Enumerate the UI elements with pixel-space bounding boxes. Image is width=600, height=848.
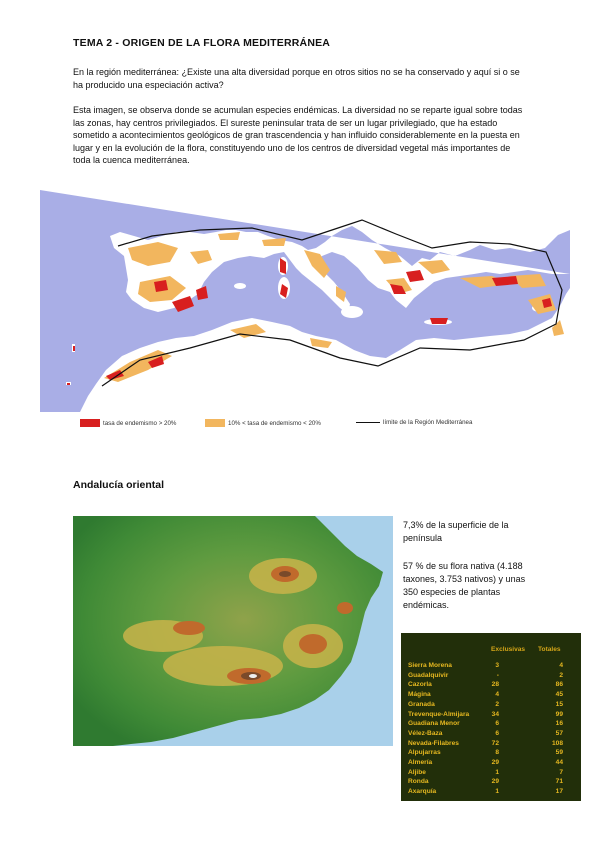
region-name: Vélez-Baza <box>408 729 443 737</box>
table-row <box>408 662 576 671</box>
exclusive-count: 72 <box>491 739 499 747</box>
exclusive-count: 29 <box>491 759 499 766</box>
exclusive-count: - <box>496 671 499 679</box>
legend-high <box>80 419 176 427</box>
total-count: 4 <box>559 662 563 669</box>
total-count: 59 <box>555 749 563 757</box>
andalucia-relief-map <box>73 516 393 746</box>
exclusive-count: 6 <box>495 720 499 728</box>
snow-peak <box>249 674 257 678</box>
table-row <box>408 749 576 758</box>
mediterranean-endemism-map <box>40 190 570 412</box>
region-name: Cazorla <box>408 681 432 689</box>
total-count: 71 <box>555 778 563 786</box>
exclusive-count: 34 <box>491 710 499 718</box>
table-row <box>408 759 576 768</box>
total-count: 108 <box>551 739 563 747</box>
table-row <box>408 672 576 681</box>
region-name: Guadalquivir <box>408 671 449 679</box>
intro-paragraph: Esta imagen, se observa donde se acumulan especies endémicas. La diversidad no se reparte igual sobre todas las zonas, hay centros privilegiados. El sureste peninsular trata de ser un lugar privilegiado, que ha estado sometido a acontecimientos geológicos de gran trascendencia y han influido considerablemente en la puesta en lugar y en la evolución de la flora, constituyendo uno de los centros de diversidad vegetal más importantes de toda la cuenca mediterránea. <box>73 105 523 165</box>
table-row <box>408 769 576 778</box>
legend-boundary-label: límite de la Región Mediterránea <box>383 419 473 426</box>
legend-high-label: tasa de endemismo > 20% <box>103 419 177 427</box>
exclusive-count: 4 <box>495 691 499 699</box>
table-row <box>408 691 576 700</box>
region-name: Almería <box>408 759 433 766</box>
endemism-table <box>401 633 581 801</box>
total-count: 16 <box>555 720 563 728</box>
legend-mid <box>205 419 321 427</box>
table-row <box>408 788 576 797</box>
region-name: Mágina <box>408 691 431 699</box>
header-totales: Totales <box>538 646 561 653</box>
section-title: Andalucía oriental <box>73 479 165 491</box>
region-name: Ronda <box>408 778 429 786</box>
flora-stat: 57 % de su flora nativa (4.188 taxones, 3.753 nativos) y unas 350 especies de plantas endémicas. <box>403 561 526 610</box>
exclusive-count: 29 <box>491 778 499 786</box>
table-row <box>408 711 576 720</box>
total-count: 7 <box>559 768 563 776</box>
total-count: 99 <box>555 710 563 718</box>
balearic-islands <box>234 283 246 289</box>
legend-mid-label: 10% < tasa de endemismo < 20% <box>228 419 321 427</box>
region-name: Guadiana Menor <box>408 720 460 728</box>
total-count: 15 <box>555 700 563 708</box>
table-row <box>408 681 576 690</box>
exclusive-count: 8 <box>495 749 499 757</box>
table-row <box>408 730 576 739</box>
legend-high-swatch <box>80 419 100 427</box>
page-title: TEMA 2 - ORIGEN DE LA FLORA MEDITERRÁNEA <box>73 37 331 49</box>
exclusive-count: 6 <box>495 729 499 737</box>
exclusive-count: 3 <box>495 662 499 669</box>
region-name: Aljibe <box>408 768 426 776</box>
table-row <box>408 701 576 710</box>
table-row <box>408 778 576 787</box>
exclusive-count: 1 <box>495 768 499 776</box>
region-name: Alpujarras <box>408 749 441 757</box>
legend-boundary-line <box>356 422 380 423</box>
region-name: Axarquía <box>408 788 437 796</box>
table-row <box>408 740 576 749</box>
region-name: Sierra Morena <box>408 662 452 669</box>
total-count: 86 <box>555 681 563 689</box>
total-count: 17 <box>555 788 563 796</box>
region-name: Nevada-Filabres <box>408 739 459 747</box>
surface-stat: 7,3% de la superficie de la península <box>403 520 509 543</box>
total-count: 44 <box>555 759 563 766</box>
legend-boundary <box>356 419 472 426</box>
exclusive-count: 28 <box>491 681 499 689</box>
region-name: Trevenque-Almijara <box>408 710 470 718</box>
table-row <box>408 720 576 729</box>
region-name: Granada <box>408 700 435 708</box>
intro-question: En la región mediterránea: ¿Existe una alta diversidad porque en otros sitios no se ha conservado y aquí si o se ha producido una especiación activa? <box>73 67 520 90</box>
sicily <box>341 306 363 318</box>
exclusive-count: 1 <box>495 788 499 796</box>
legend-mid-swatch <box>205 419 225 427</box>
total-count: 2 <box>559 671 563 679</box>
total-count: 57 <box>555 729 563 737</box>
total-count: 45 <box>555 691 563 699</box>
exclusive-count: 2 <box>495 700 499 708</box>
header-exclusivas: Exclusivas <box>491 646 526 653</box>
